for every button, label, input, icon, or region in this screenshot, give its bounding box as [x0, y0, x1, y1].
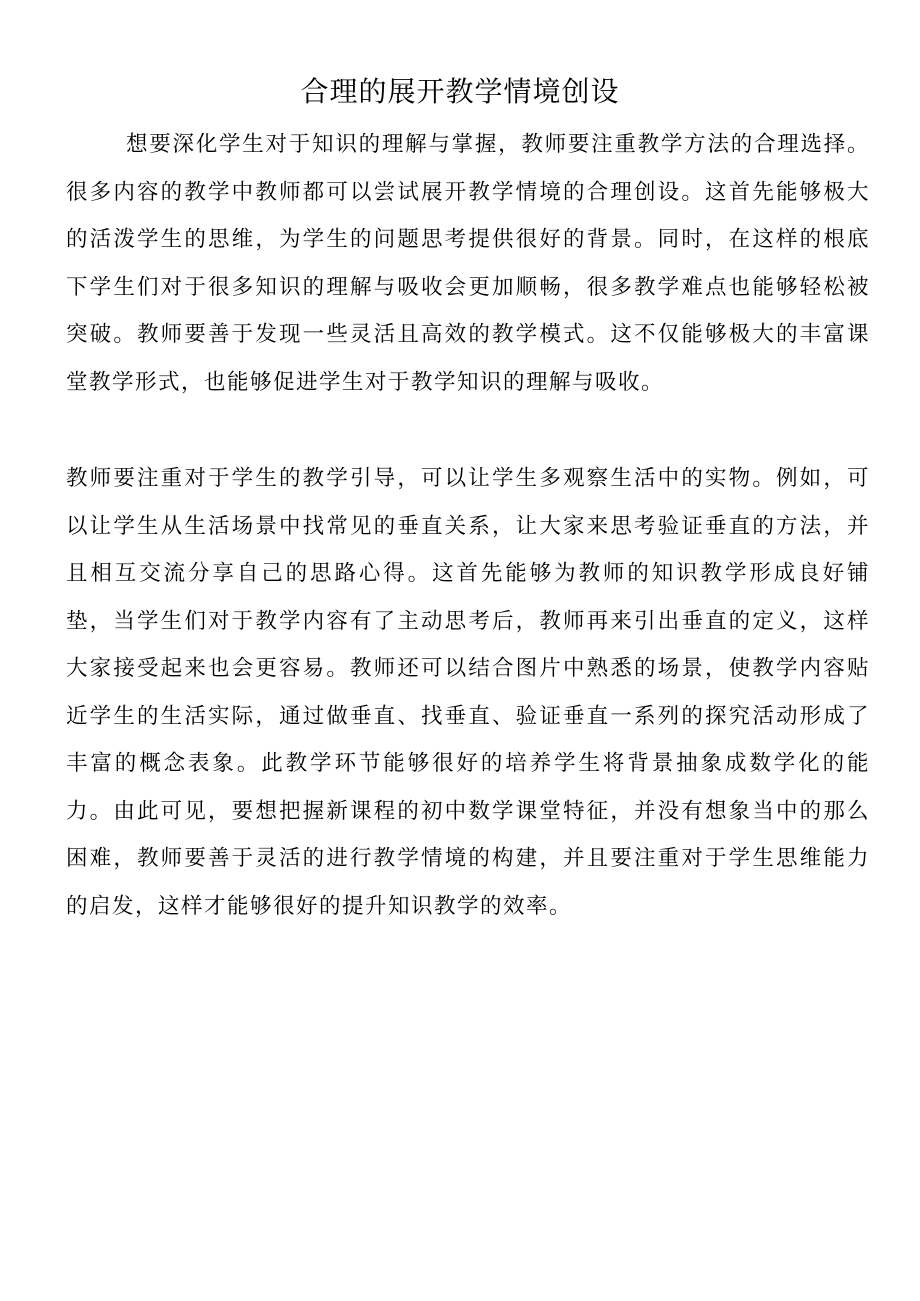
- paragraph-2: 教师要注重对于学生的教学引导，可以让学生多观察生活中的实物。例如，可以让学生从生活场景中找常见的垂直关系，让大家来思考验证垂直的方法，并且相互交流分享自己的思路心得。这首先能够为教师的知识教学形成良好铺垫，当学生们对于教学内容有了主动思考后，教师再来引出垂直的定义，这样大家接受起来也会更容易。教师还可以结合图片中熟悉的场景，使教学内容贴近学生的生活实际，通过做垂直、找垂直、验证垂直一系列的探究活动形成了丰富的概念表象。此教学环节能够很好的培养学生将背景抽象成数学化的能力。由此可见，要想把握新课程的初中数学课堂特征，并没有想象当中的那么困难，教师要善于灵活的进行教学情境的构建，并且要注重对于学生思维能力的启发，这样才能够很好的提升知识教学的效率。: [66, 466, 870, 919]
- paragraph-1: 想要深化学生对于知识的理解与掌握，教师要注重教学方法的合理选择。很多内容的教学中教师都可以尝试展开教学情境的合理创设。这首先能够极大的活泼学生的思维，为学生的问题思考提供很好的背景。同时，在这样的根底下学生们对于很多知识的理解与吸收会更加顺畅，很多教学难点也能够轻松被突破。教师要善于发现一些灵活且高效的教学模式。这不仅能够极大的丰富课堂教学形式，也能够促进学生对于教学知识的理解与吸收。: [66, 132, 870, 395]
- document-title: 合理的展开教学情境创设: [300, 75, 620, 108]
